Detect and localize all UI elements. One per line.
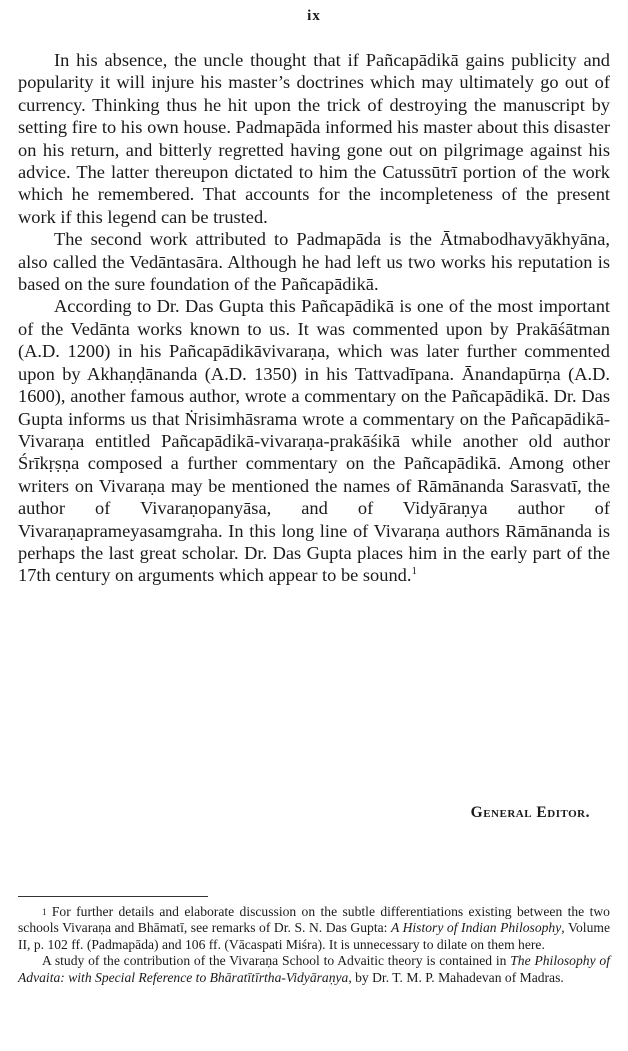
footnote-reference: 1 xyxy=(411,565,417,578)
paragraph-das-gupta xyxy=(18,295,610,586)
footnote-1-text-a: For further details and elaborate discussion on the subtle differentiations existing between the two schools Vivaraṇa and Bhāmatī, see remarks of Dr. S. N. Das Gupta: xyxy=(18,904,610,936)
page-number: ix xyxy=(307,8,321,24)
footnote-marker: 1 xyxy=(42,907,47,917)
paragraph-second-work: The second work attributed to Padmapāda is the Ātmabodhavyākhyāna, also called the Vedāntasāra. Although he had left us two works his reputation is based on the sure foundation of the Pañcapādikā. xyxy=(18,229,610,295)
paragraph-das-gupta-text: According to Dr. Das Gupta this Pañcapādikā is one of the most important of the Vedānta works known to us. It was commented upon by Prakāśātman (A.D. 1200) in his Pañcapādikāvivaraṇa, which was later further commented upon by Akhaṇḍānanda (A.D. 1350) in his Tattvadīpana. Ānandapūrṇa (A.D. 1600), another famous author, wrote a commentary on the Pañcapādikā. Dr. Das Gupta informs us that Ṅrisimhāsrama wrote a commentary on the Pañcapādikā-Vivaraṇa entitled Pañcapādikā-vivaraṇa-prakāśikā while another old author Śrīkṛṣṇa composed a further commentary on the Pañcapādikā. Among other writers on Vivaraṇa may be mentioned the names of Rāmānanda Sarasvatī, the author of Vivaraṇopanyāsa, and of Vidyāraṇya author of Vivaraṇaprameyasamgraha. In this long line of Vivaraṇa authors Rāmānanda is perhaps the last great scholar. Dr. Das Gupta places him in the early part of the 17th century on arguments which appear to be sound. xyxy=(18,296,610,586)
footnote-1-book-title: A History of Indian Philosophy xyxy=(390,920,562,936)
body-text xyxy=(18,49,610,587)
footnote-1-text-b: , Volume II, p. 102 ff. (Padmapāda) and 106 ff. (Vācaspati Miśra). It is unnecessary to dilate on them here. xyxy=(18,920,610,952)
paragraph-uncle-fire: In his absence, the uncle thought that if Pañcapādikā gains publicity and popularity it will injure his master’s doctrines which may ultimately go out of currency. Thinking thus he hit upon the trick of destroying the manuscript by setting fire to his own house. Padmapāda informed his master about this disaster on his return, and bitterly regretted having gone out on pilgrimage against his advice. The latter thereupon dictated to him the Catussūtrī portion of the work which he remembered. That accounts for the incompleteness of the present work if this legend can be trusted. xyxy=(18,50,610,227)
footnote-2-book-title: The Philosophy of Advaita: with Special Reference to Bhāratītīrtha-Vidyāraṇya xyxy=(18,953,610,985)
footnotes xyxy=(18,904,610,986)
footnote-1 xyxy=(18,904,610,953)
footnote-2-text-a: A study of the contribution of the Vivaraṇa School to Advaitic theory is contained in xyxy=(42,953,507,969)
signature-general-editor: General Editor. xyxy=(470,804,590,821)
footnote-2-text-b: , by Dr. T. M. P. Mahadevan of Madras. xyxy=(348,969,564,985)
footnote-2 xyxy=(18,953,610,986)
footnote-divider xyxy=(18,896,208,897)
